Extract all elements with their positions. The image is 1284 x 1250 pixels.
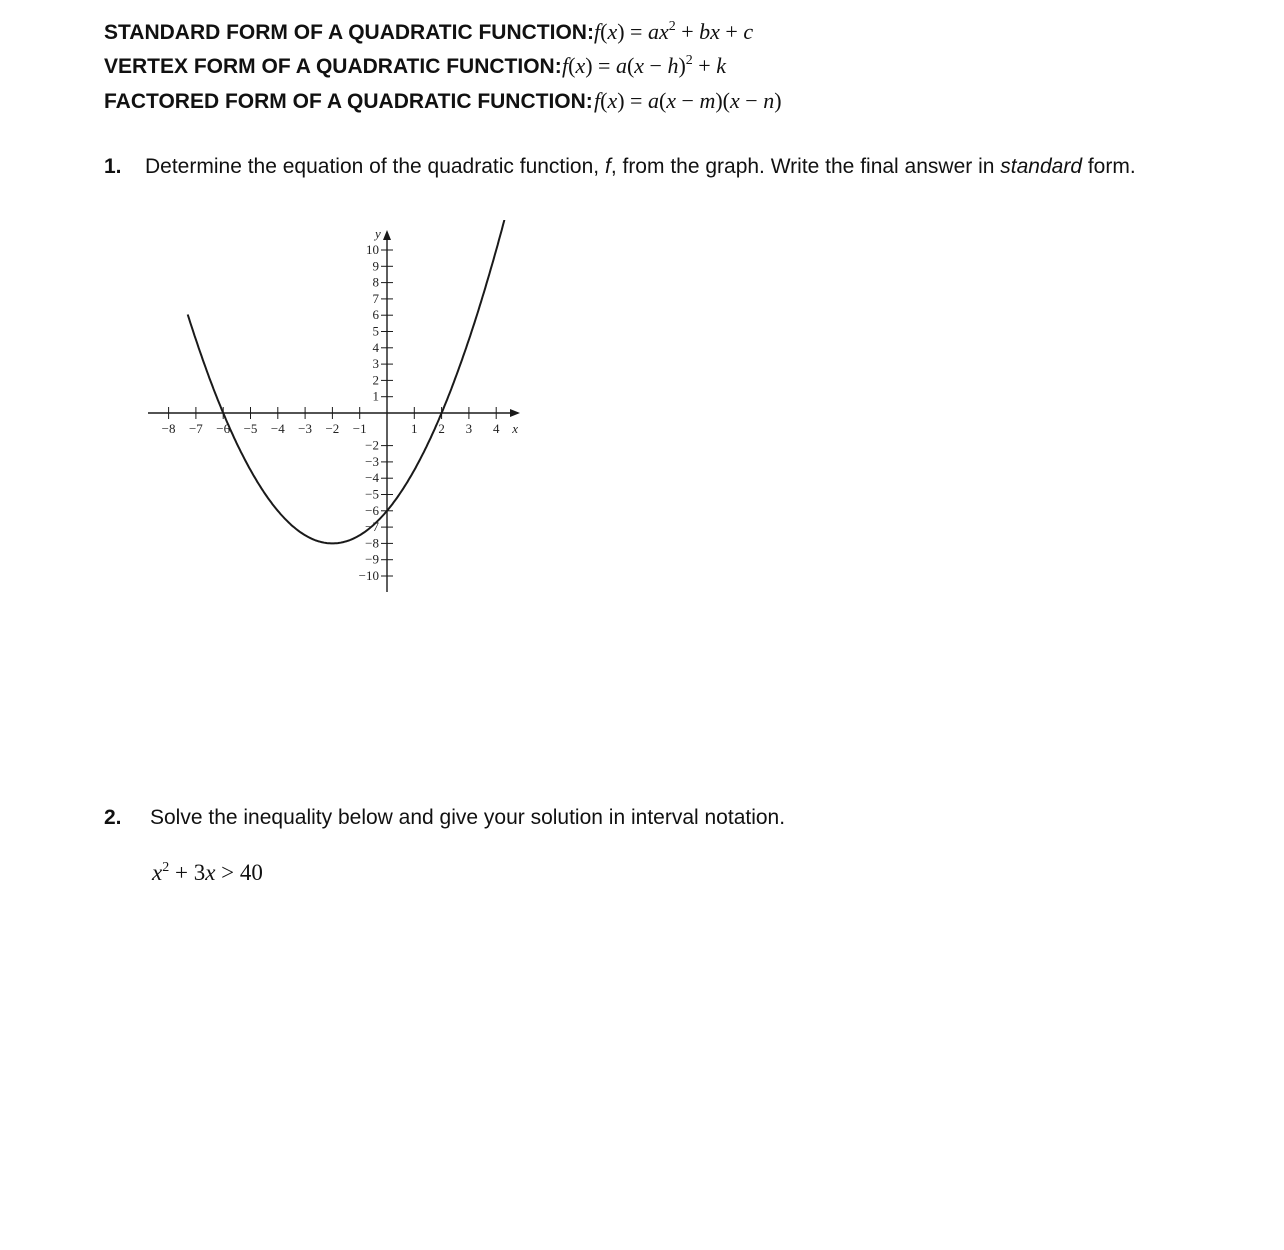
vertex-form-formula: $f(x) = a(x - h)^2 + k$ [562, 53, 726, 78]
y-tick-label: −5 [365, 486, 379, 502]
x-tick-label: −6 [216, 421, 231, 436]
x-tick-label: −4 [270, 421, 285, 436]
y-tick-label: 10 [366, 242, 379, 257]
y-tick-label: 9 [372, 258, 379, 274]
x-tick-label: 1 [411, 421, 418, 436]
parabola-graph [140, 220, 540, 600]
question-1-function-name: f [604, 155, 611, 178]
x-axis-label: x [512, 421, 518, 436]
y-tick-label: −8 [365, 535, 379, 551]
y-tick-label: 7 [372, 290, 379, 306]
y-tick-label: 4 [372, 339, 379, 355]
standard-form-line [104, 19, 753, 45]
question-1-text-before: Determine the equation of the quadratic function, [145, 155, 605, 178]
factored-form-label: FACTORED FORM OF A QUADRATIC FUNCTION: [104, 90, 593, 113]
y-tick-label: 1 [372, 388, 379, 404]
parabola-curve [188, 220, 505, 543]
y-tick-label: −7 [365, 519, 379, 535]
question-1 [104, 155, 1136, 179]
x-tick-label: −2 [325, 421, 340, 436]
x-axis-arrow [510, 409, 520, 417]
y-axis-label: y [375, 226, 381, 241]
question-1-text-middle: , from the graph. Write the final answer in [610, 155, 1001, 178]
y-tick-label: 3 [372, 356, 379, 372]
x-tick-label: 4 [492, 421, 500, 436]
question-1-text-after: form. [1082, 155, 1136, 178]
standard-form-label: STANDARD FORM OF A QUADRATIC FUNCTION: [104, 21, 594, 44]
question-1-emphasis: standard [1000, 155, 1083, 178]
x-tick-label: 2 [438, 421, 445, 436]
question-1-number: 1. [104, 155, 122, 178]
factored-form-line [104, 88, 782, 114]
question-2-number: 2. [104, 806, 122, 829]
y-tick-label: −3 [365, 453, 379, 469]
vertex-form-label: VERTEX FORM OF A QUADRATIC FUNCTION: [104, 55, 562, 78]
y-tick-label: 2 [372, 372, 379, 388]
y-tick-label: 8 [372, 274, 379, 290]
standard-form-formula: $f(x) = ax^2$ + bx + c [594, 19, 754, 44]
question-2 [104, 806, 785, 830]
graph-axes [148, 230, 520, 592]
inequality-expression: $x^2 + 3x > 40$ [152, 860, 263, 885]
factored-form-formula: f(x) = a(x − m)(x − n) [594, 88, 782, 113]
y-tick-label: 6 [372, 307, 379, 323]
y-tick-label: 5 [372, 323, 379, 339]
y-tick-label: −9 [365, 551, 379, 567]
y-axis-arrow [383, 230, 391, 240]
x-tick-label: −7 [188, 421, 203, 436]
y-tick-label: −6 [365, 502, 379, 518]
question-2-text: Solve the inequality below and give your solution in interval notation. [150, 806, 786, 829]
x-tick-label: −1 [352, 421, 367, 436]
y-tick-label: −2 [365, 437, 379, 453]
vertex-form-line [104, 53, 726, 79]
y-tick-label: −10 [358, 568, 379, 583]
x-tick-label: −8 [161, 421, 176, 436]
x-tick-label: 3 [465, 421, 473, 436]
x-tick-label: −3 [298, 421, 313, 436]
x-tick-label: −5 [243, 421, 258, 436]
y-tick-label: −4 [365, 470, 379, 486]
